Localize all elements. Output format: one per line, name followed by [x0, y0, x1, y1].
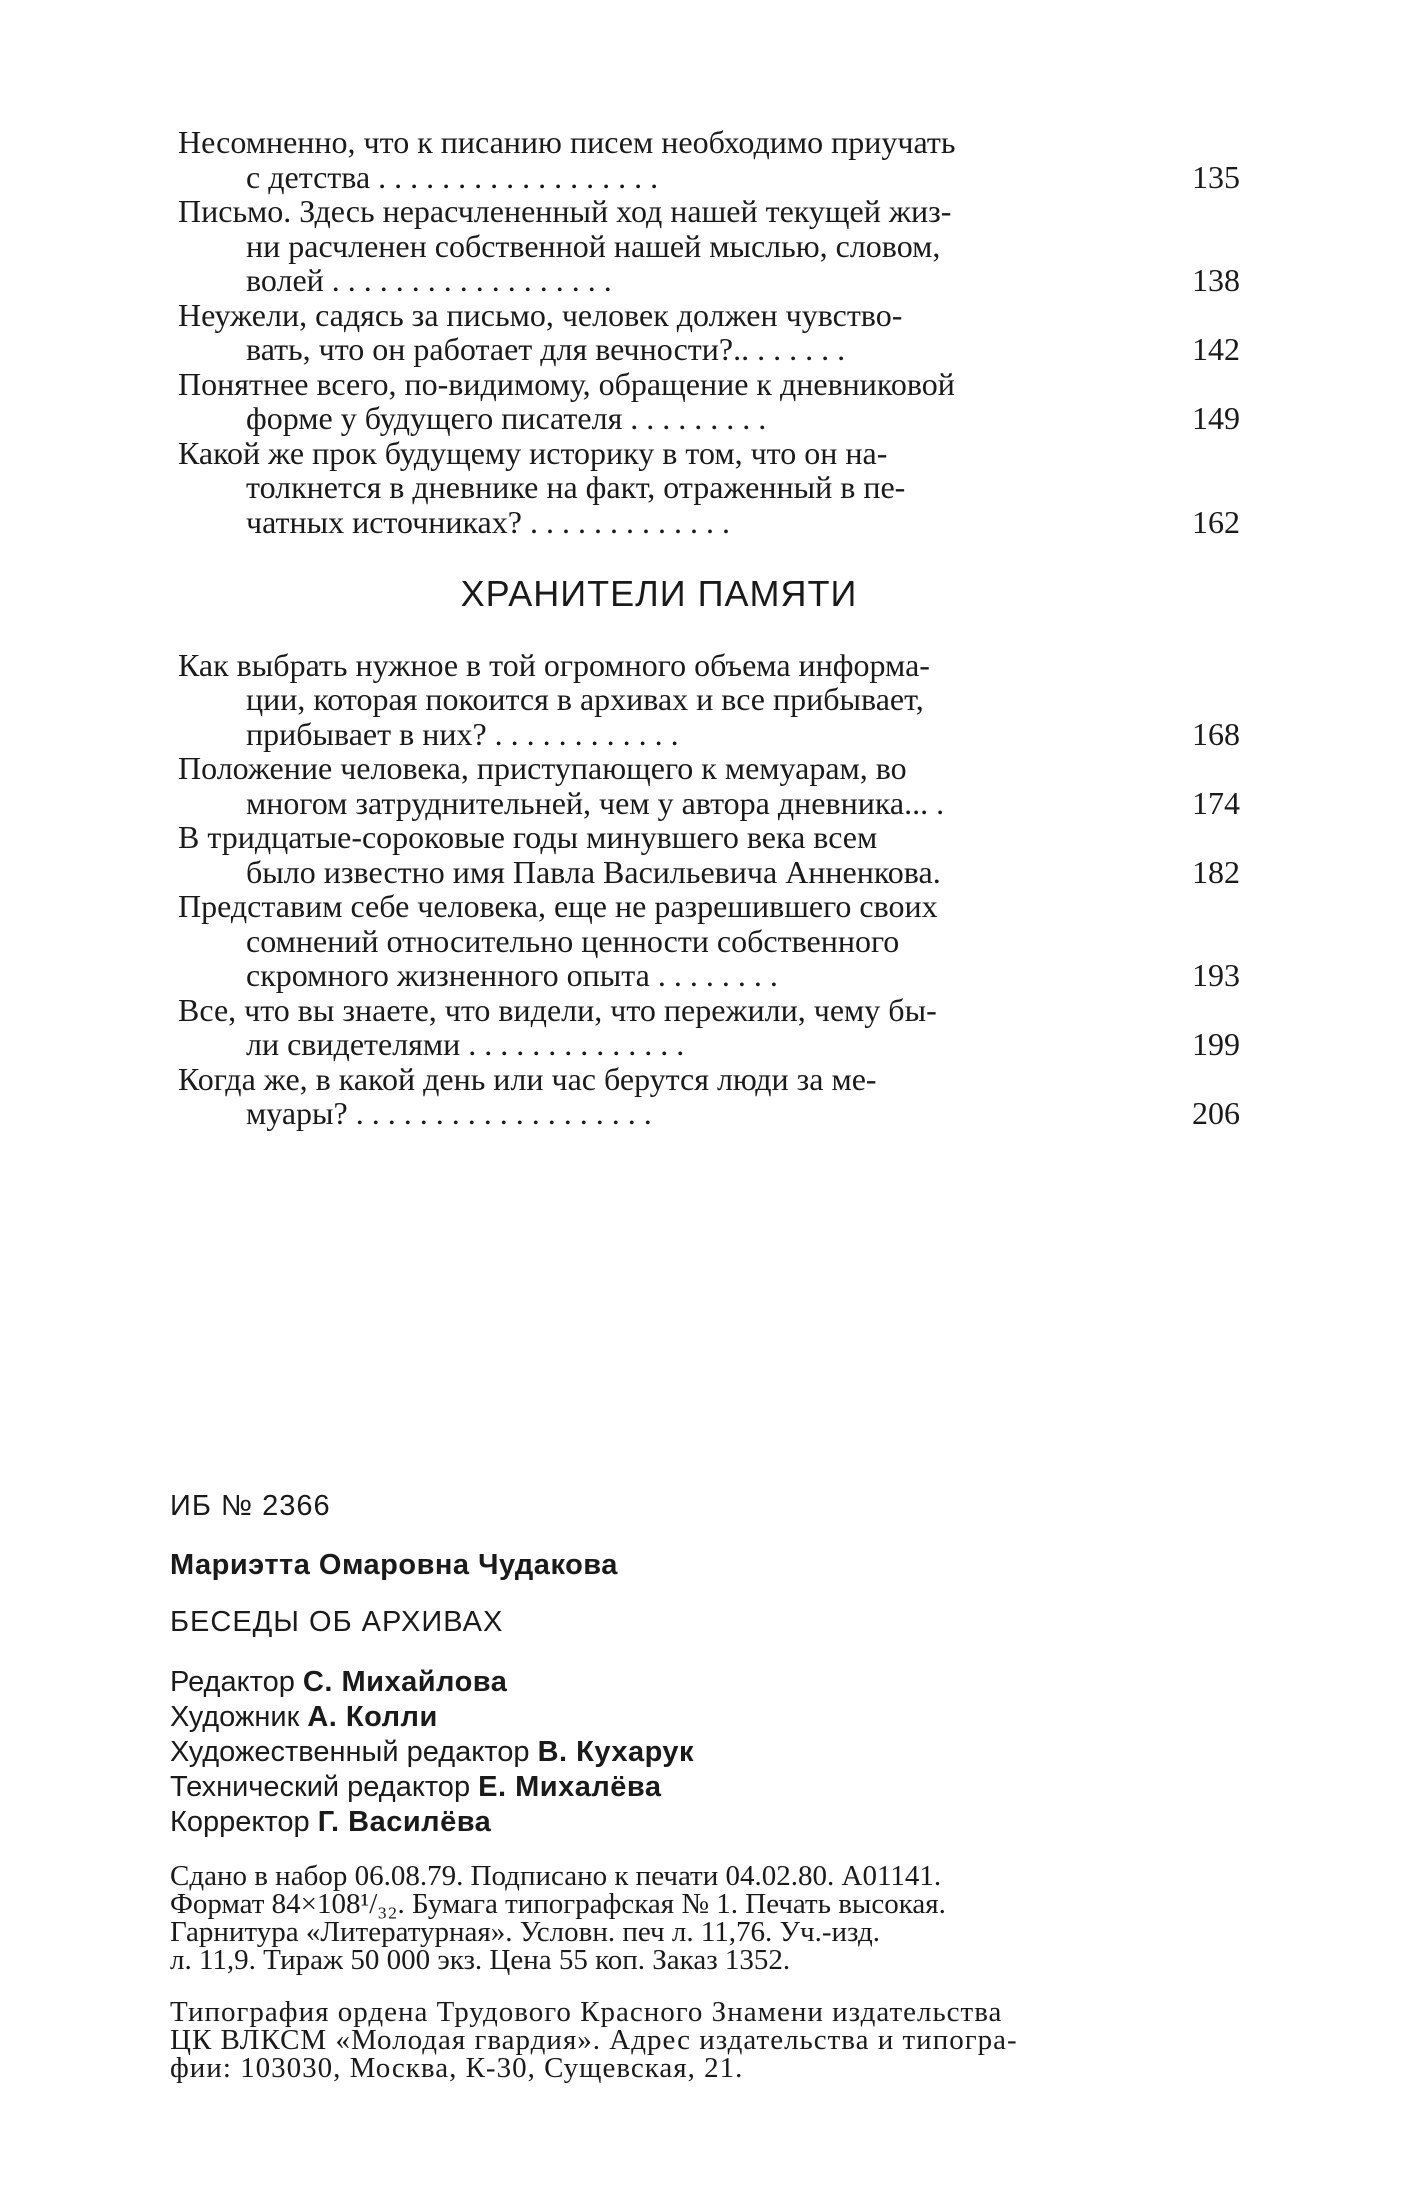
toc-entry-line: Неужели, садясь за письмо, человек должен чувство-: [178, 296, 903, 333]
toc-page-number: 182: [1192, 853, 1240, 890]
toc-entry-line: ни расчленен собственной нашей мыслью, словом,: [246, 227, 941, 264]
toc-page-number: 206: [1192, 1095, 1240, 1131]
toc-entry-line: прибывает в них? . . . . . . . . . . . .: [246, 715, 679, 752]
credit-role: Редактор: [170, 1666, 295, 1698]
toc-page-number: 138: [1192, 262, 1240, 298]
toc-page-number: 199: [1192, 1026, 1240, 1062]
credit-line: [170, 1700, 1250, 1735]
toc-entry-line: Письмо. Здесь нерасчлененный ход нашей текущей жиз-: [178, 193, 952, 229]
toc-entry-line: форме у будущего писателя . . . . . . . . .: [246, 400, 767, 436]
toc-page-number: 149: [1192, 400, 1240, 436]
toc-entry-line: толкнется в дневнике на факт, отраженный в пе-: [246, 469, 906, 505]
toc-entry-line: ли свидетелями . . . . . . . . . . . . . .: [246, 1026, 685, 1062]
credit-person: А. Колли: [307, 1701, 438, 1733]
ib-number: ИБ № 2366: [170, 1490, 331, 1522]
toc-entry-line: волей . . . . . . . . . . . . . . . . . .: [246, 262, 612, 298]
toc-entry: [178, 820, 1240, 889]
toc-entry-line: многом затруднительней, чем у автора дневника... .: [246, 784, 945, 821]
toc-entry-title: [178, 1062, 1136, 1131]
toc-entry-title: [178, 648, 1136, 752]
toc-page-number: 168: [1192, 715, 1240, 752]
credit-line: [170, 1805, 1250, 1840]
credit-person: В. Кухарук: [537, 1736, 695, 1768]
toc-entry-line: скромного жизненного опыта . . . . . . . .: [246, 957, 778, 993]
toc-entry-title: [178, 367, 1136, 436]
imprint-line: Типография ордена Трудового Красного Знамени издательства: [170, 1996, 1003, 2028]
toc-entry-line: чатных источниках? . . . . . . . . . . . . .: [246, 503, 730, 540]
credit-role: Художник: [170, 1701, 300, 1733]
toc-entry: [178, 993, 1240, 1062]
printer-details: [170, 1998, 1250, 2082]
toc-entry-line: с детства . . . . . . . . . . . . . . . . . .: [246, 158, 659, 195]
credit-line: [170, 1665, 1250, 1700]
toc-entry-title: [178, 125, 1136, 194]
imprint-line: фии: 103030, Москва, К-30, Сущевская, 21.: [170, 2052, 744, 2084]
toc-entry-line: вать, что он работает для вечности?.. . . . . . .: [246, 331, 846, 367]
toc-section-1: [178, 125, 1240, 539]
credit-role: Корректор: [170, 1806, 310, 1838]
toc-entry-title: [178, 436, 1136, 540]
toc-section-2: [178, 648, 1240, 1131]
toc-entry-title: [178, 820, 1136, 889]
toc-entry-line: Какой же прок будущему историку в том, что он на-: [178, 434, 888, 471]
toc-page-number: 193: [1192, 957, 1240, 993]
section-heading: ХРАНИТЕЛИ ПАМЯТИ: [460, 573, 858, 614]
publishing-details: [170, 1862, 1250, 1974]
toc-entry-title: [178, 194, 1136, 298]
toc-entry-title: [178, 298, 1136, 367]
credit-person: Е. Михалёва: [478, 1771, 662, 1803]
toc-entry-title: [178, 751, 1136, 820]
toc-entry-line: Положение человека, приступающего к мемуарам, во: [178, 750, 907, 786]
toc-entry: [178, 1062, 1240, 1131]
credit-person: Г. Василёва: [317, 1806, 492, 1838]
toc-entry: [178, 889, 1240, 993]
imprint: [170, 1490, 1250, 2082]
toc-entry: [178, 648, 1240, 752]
credit-role: Художественный редактор: [170, 1736, 530, 1768]
toc-entry-title: [178, 993, 1136, 1062]
credit-line: [170, 1770, 1250, 1805]
toc-entry: [178, 298, 1240, 367]
imprint-line: Формат 84×108¹/₃₂. Бумага типографская № 1. Печать высокая.: [170, 1888, 946, 1920]
toc-page-number: 162: [1192, 503, 1240, 540]
toc-entry-line: Несомненно, что к писанию писем необходимо приучать: [178, 124, 956, 160]
toc-entry-line: Понятнее всего, по-видимому, обращение к дневниковой: [178, 365, 955, 402]
imprint-line: Гарнитура «Литературная». Условн. печ л. 11,76. Уч.-изд.: [170, 1916, 880, 1948]
imprint-line: л. 11,9. Тираж 50 000 экз. Цена 55 коп. Заказ 1352.: [170, 1944, 791, 1976]
toc-page-number: 135: [1192, 158, 1240, 195]
toc-entry-line: ции, которая покоится в архивах и все прибывает,: [246, 681, 924, 717]
toc-page-number: 174: [1192, 784, 1240, 821]
table-of-contents: [178, 125, 1240, 1131]
toc-entry-line: было известно имя Павла Васильевича Анненкова.: [246, 853, 941, 890]
credit-person: С. Михайлова: [302, 1666, 508, 1698]
imprint-line: ЦК ВЛКСМ «Молодая гвардия». Адрес издательства и типогра-: [170, 2024, 1018, 2056]
imprint-line: Сдано в набор 06.08.79. Подписано к печати 04.02.80. А01141.: [170, 1860, 942, 1892]
book-title: БЕСЕДЫ ОБ АРХИВАХ: [170, 1606, 504, 1638]
toc-entry-line: Когда же, в какой день или час берутся люди за ме-: [178, 1060, 877, 1097]
toc-entry: [178, 436, 1240, 540]
credit-line: [170, 1735, 1250, 1770]
toc-entry: [178, 367, 1240, 436]
toc-entry-line: Как выбрать нужное в той огромного объема информа-: [178, 646, 930, 683]
toc-entry-line: В тридцатые-сороковые годы минувшего века всем: [178, 819, 878, 855]
toc-entry: [178, 751, 1240, 820]
toc-entry-line: муары? . . . . . . . . . . . . . . . . . . .: [246, 1095, 652, 1131]
toc-entry-line: сомнений относительно ценности собственного: [246, 922, 900, 959]
toc-page-number: 142: [1192, 331, 1240, 367]
toc-entry: [178, 125, 1240, 194]
credit-role: Технический редактор: [170, 1771, 471, 1803]
toc-entry-line: Представим себе человека, еще не разрешившего своих: [178, 888, 938, 924]
toc-entry-title: [178, 889, 1136, 993]
author-name: Мариэтта Омаровна Чудакова: [170, 1549, 618, 1581]
toc-entry-line: Все, что вы знаете, что видели, что пережили, чему бы-: [178, 991, 937, 1028]
toc-entry: [178, 194, 1240, 298]
credits-list: [170, 1665, 1250, 1840]
